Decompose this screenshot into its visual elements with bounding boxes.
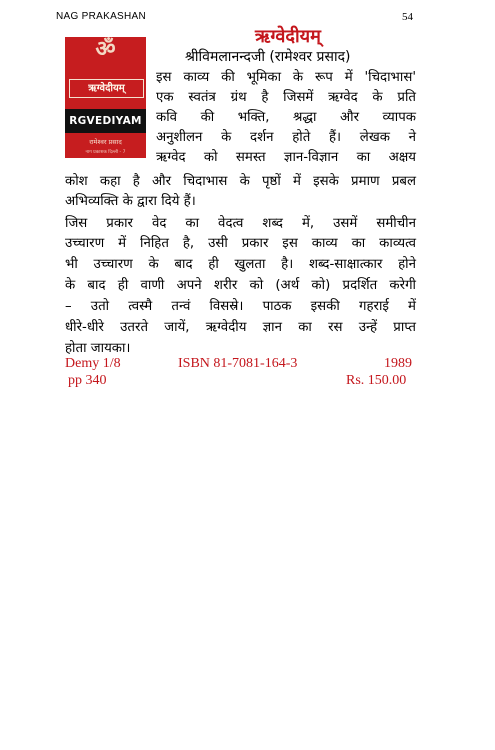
description-line: एक स्वतंत्र ग्रंथ है जिसमें ऋग्वेद के प्रति <box>156 90 416 105</box>
description-line: कोश कहा है और चिदाभास के पृष्ठों में इसके प्रमाण प्रबल <box>65 174 416 189</box>
book-format: Demy 1/8 <box>65 356 121 371</box>
book-cover-image <box>65 37 146 158</box>
cover-title-hindi: ऋग्वेदीयम् <box>69 79 144 98</box>
publisher-header: NAG PRAKASHAN <box>56 11 147 22</box>
book-title: ऋग्वेदीयम् <box>255 26 321 47</box>
description-line: होता जायका। <box>65 341 131 356</box>
description-line: अभिव्यक्ति के द्वारा दिये हैं। <box>65 194 196 209</box>
cover-title-english: RGVEDIYAM <box>65 109 146 133</box>
description-line: के बाद ही वाणी अपने शरीर को (अर्थ को) प्रदर्शित करेगी <box>65 278 416 293</box>
description-line: जिस प्रकार वेद का वेदत्व शब्द में, उसमें समीचीन <box>65 216 416 231</box>
book-isbn: ISBN 81-7081-164-3 <box>178 356 298 371</box>
om-symbol-icon: ॐ <box>95 37 116 62</box>
book-pages: pp 340 <box>68 373 107 388</box>
description-line: इस काव्य की भूमिका के रूप में 'चिदाभास' <box>156 70 416 85</box>
cover-author: रामेश्वर प्रसाद <box>89 138 122 146</box>
description-line: उच्चारण में निहित है, उसी प्रकार इस काव्य का काव्यत्व <box>65 236 416 251</box>
description-line: – उतो त्वस्मै तन्वं विसस्रे। पाठक इसकी गहराई में <box>65 299 416 314</box>
book-author: श्रीविमलानन्दजी (रामेश्वर प्रसाद) <box>185 49 351 65</box>
description-line: धीरे-धीरे उतरते जायें, ऋग्वेदीय ज्ञान का रस उन्हें प्राप्त <box>65 320 416 335</box>
page-number: 54 <box>402 11 413 23</box>
cover-publisher: नाग प्रकाशक दिल्ली - 7 <box>85 150 126 155</box>
description-line: कवि की भक्ति, श्रद्धा और व्यापक <box>156 110 416 125</box>
book-price: Rs. 150.00 <box>346 373 407 388</box>
book-year: 1989 <box>384 356 412 371</box>
description-line: ऋग्वेद को समस्त ज्ञान-विज्ञान का अक्षय <box>156 150 416 165</box>
description-line: अनुशीलन के दर्शन होते हैं। लेखक ने <box>156 130 416 145</box>
description-line: भी उच्चारण के बाद ही खुलता है। शब्द-साक्षात्कार होने <box>65 257 416 272</box>
